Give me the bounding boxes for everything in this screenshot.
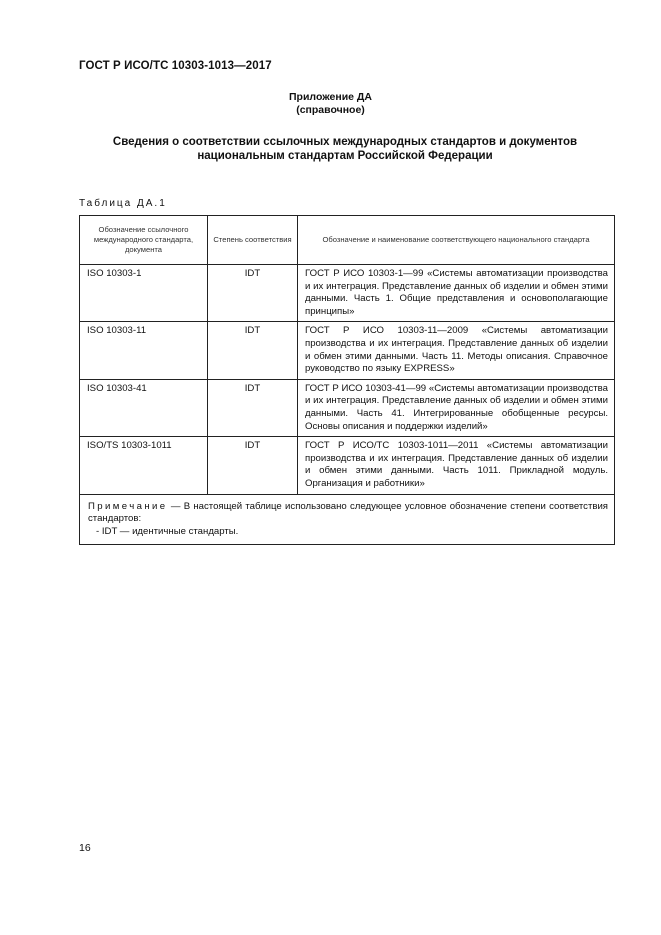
table-row: [80, 437, 615, 494]
cell-national-standard: ГОСТ Р ИСО 10303-1—99 «Системы автоматизации производства и их интеграция. Представление данных об изделии и обмен этими данными. Часть 1. Общие представления и основополагающие принципы»: [298, 265, 615, 322]
header-degree: Степень соответствия: [208, 216, 298, 265]
table-note-row: [80, 494, 615, 545]
appendix-subtitle: (справочное): [296, 104, 365, 116]
table-header-row: [80, 216, 615, 265]
correspondence-table: [79, 215, 615, 545]
page-number: 16: [79, 842, 91, 854]
note-body: — В настоящей таблице использовано следующее условное обозначение степени соответствия стандартов:: [88, 500, 608, 524]
cell-degree: IDT: [208, 379, 298, 436]
appendix-heading-line-1: Сведения о соответствии ссылочных международных стандартов и документов: [112, 136, 578, 148]
note-text: [88, 501, 608, 526]
cell-degree: IDT: [208, 265, 298, 322]
header-reference-standard: Обозначение ссылочного международного стандарта, документа: [80, 216, 208, 265]
appendix-heading: [90, 135, 600, 163]
cell-reference: ISO 10303-41: [80, 379, 208, 436]
table-row: [80, 265, 615, 322]
appendix-title: Приложение ДА: [289, 91, 372, 103]
table-caption: Таблица ДА.1: [79, 198, 167, 209]
cell-national-standard: ГОСТ Р ИСО 10303-11—2009 «Системы автоматизации производства и их интеграция. Представление данных об изделии и обмен этими данными. Часть 11. Методы описания. Справочное руководство по языку EXPRESS»: [298, 322, 615, 379]
cell-national-standard: ГОСТ Р ИСО 10303-41—99 «Системы автоматизации производства и их интеграция. Представление данных об изделии и обмен этими данными. Часть 41. Интегрированные обобщенные ресурсы. Основы описания и поддержки изделий»: [298, 379, 615, 436]
cell-national-standard: ГОСТ Р ИСО/ТС 10303-1011—2011 «Системы автоматизации производства и их интеграция. Представление данных об изделии и обмен этими данными. Часть 1011. Прикладной модуль. Организация и работники»: [298, 437, 615, 494]
cell-degree: IDT: [208, 437, 298, 494]
note-item: - IDT — идентичные стандарты.: [96, 525, 239, 537]
header-national-standard: Обозначение и наименование соответствующего национального стандарта: [298, 216, 615, 265]
document-header: ГОСТ Р ИСО/ТС 10303-1013—2017: [79, 60, 272, 72]
appendix-heading-line-2: национальным стандартам Российской Федерации: [197, 150, 493, 162]
cell-reference: ISO 10303-11: [80, 322, 208, 379]
table-row: [80, 322, 615, 379]
cell-degree: IDT: [208, 322, 298, 379]
note-label: Примечание: [88, 500, 168, 512]
cell-reference: ISO 10303-1: [80, 265, 208, 322]
appendix-title-block: [0, 91, 661, 117]
table-note: [80, 494, 615, 545]
cell-reference: ISO/TS 10303-1011: [80, 437, 208, 494]
table-row: [80, 379, 615, 436]
